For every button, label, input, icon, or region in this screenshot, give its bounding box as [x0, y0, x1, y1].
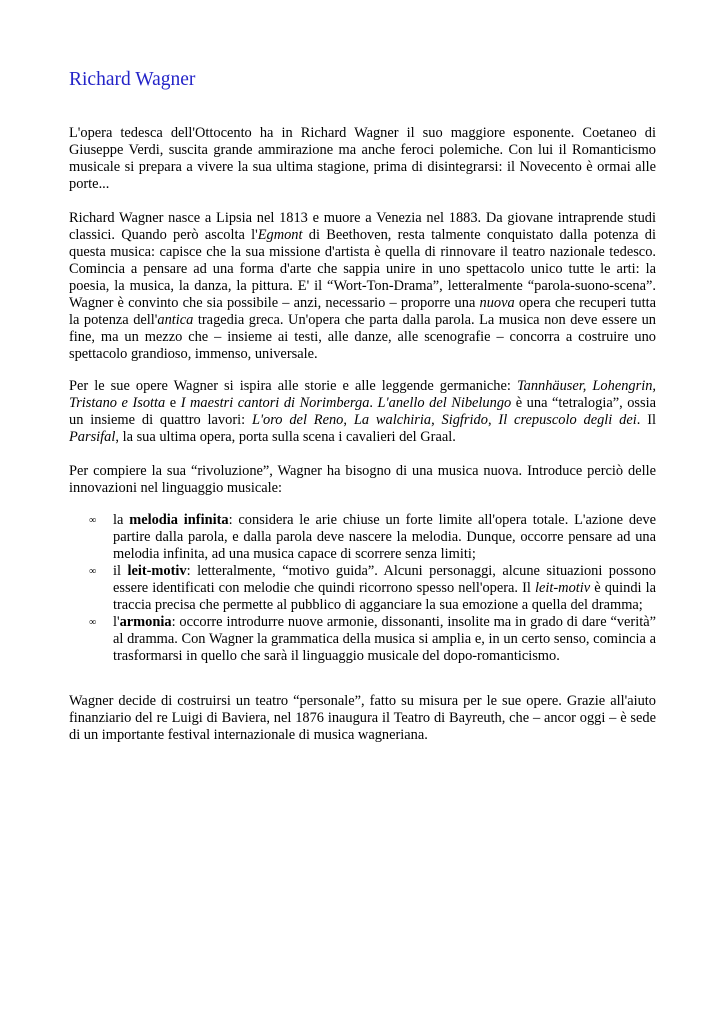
text-run: di Beethoven, resta talmente conquistato dalla potenza di questa musica: capisce che la sua missione d'artista è quella di rinnovare il teatro nazionale tedesco. Comincia a pensare ad una forma d'arte che sappia unire in uno spettacolo unico tutte le arti: la poesia, la musica, la danza, la pittura. E' il “Wort-Ton-Drama”, letteralmente “parola-suono-scena”. Wagner è convinto che sia possibile – anzi, necessario – proporre una: [69, 227, 656, 311]
infinity-bullet-icon: ∞: [89, 566, 97, 577]
work-title-egmont: Egmont: [257, 227, 303, 243]
text-run: e: [165, 395, 181, 411]
text-run: è quindi la traccia precisa che permette al pubblico di agganciare la sua emozione a quella del dramma;: [113, 580, 657, 613]
term-leit-motiv-italic: leit-motiv: [535, 580, 591, 596]
list-item: [69, 512, 656, 563]
text-run: , la sua ultima opera, porta sulla scena i cavalieri del Graal.: [115, 429, 456, 445]
emphasis-antica: antica: [157, 312, 194, 328]
text-run: .: [369, 395, 378, 411]
term-leit-motiv: leit-motiv: [127, 563, 187, 579]
text-run: opera che recuperi tutta la potenza dell': [69, 295, 657, 328]
work-title-parsifal: Parsifal: [69, 429, 116, 445]
emphasis-nuova: nuova: [479, 295, 515, 311]
term-armonia: armonia: [119, 614, 172, 630]
text-run: Richard Wagner nasce a Lipsia nel 1813 e muore a Venezia nel 1883. Da giovane intraprende studi classici. Quando però ascolta l': [69, 210, 656, 243]
infinity-bullet-icon: ∞: [89, 617, 97, 628]
work-titles: Tannhäuser, Lohengrin, Tristano e Isotta: [69, 378, 656, 411]
innovations-list: [69, 512, 656, 665]
infinity-bullet-icon: ∞: [89, 515, 97, 526]
text-run: l': [113, 614, 120, 630]
paragraph-intro: L'opera tedesca dell'Ottocento ha in Richard Wagner il suo maggiore esponente. Coetaneo di Giuseppe Verdi, suscita grande ammirazione ma anche feroci polemiche. Con lui il Romanticismo musicale si prepara a vivere la sua ultima stagione, prima di disintegrarsi: il Novecento è ormai alle porte...: [69, 125, 656, 192]
term-melodia-infinita: melodia infinita: [129, 512, 229, 528]
paragraph-works: [69, 378, 656, 446]
list-item: [69, 563, 656, 614]
paragraph-biography: [69, 210, 656, 363]
text-run: la: [113, 512, 130, 528]
text-run: : letteralmente, “motivo guida”. Alcuni personaggi, alcune situazioni possono essere identificati con melodie che quindi ricorrono spesso nell'opera. Il: [113, 563, 656, 596]
work-title-oro: L'oro del Reno: [251, 412, 344, 428]
paragraph-bayreuth: Wagner decide di costruirsi un teatro “personale”, fatto su misura per le sue opere. Grazie all'aiuto finanziario del re Luigi di Baviera, nel 1876 inaugura il Teatro di Bayreuth, che – ancor oggi – è sede di un importante festival internazionale di musica wagneriana.: [69, 693, 656, 743]
text-run: ,: [343, 412, 354, 428]
text-run: ,: [487, 412, 499, 428]
text-run: Per le sue opere Wagner si ispira alle storie e alle leggende germaniche:: [69, 378, 517, 394]
list-item: [69, 614, 656, 665]
text-run: : occorre introdurre nuove armonie, dissonanti, insolite ma in grado di dare “verità” al dramma. Con Wagner la grammatica della musica si amplia e, in un certo senso, comincia a trasformarsi in quello che sarà il linguaggio musicale del dopo-romanticismo.: [113, 614, 656, 664]
text-run: il: [113, 563, 128, 579]
work-title-maestri: I maestri cantori di Norimberga: [180, 395, 370, 411]
text-run: . Il: [636, 412, 656, 428]
work-title-sigfrido: Sigfrido: [441, 412, 488, 428]
work-title-anello: L'anello del Nibelungo: [377, 395, 512, 411]
text-run: è una “tetralogia”, ossia un insieme di quattro lavori:: [69, 395, 657, 428]
work-title-crepuscolo: Il crepuscolo degli dei: [498, 412, 637, 428]
text-run: ,: [431, 412, 442, 428]
work-title-walchiria: La walchiria: [353, 412, 432, 428]
page-title: Richard Wagner: [69, 69, 196, 90]
paragraph-innovations: Per compiere la sua “rivoluzione”, Wagner ha bisogno di una musica nuova. Introduce perciò delle innovazioni nel linguaggio musicale:: [69, 463, 656, 496]
text-run: : considera le arie chiuse un forte limite all'opera totale. L'azione deve partire dalla parola, e dalla parola deve nascere la melodia. Dunque, occorre pensare ad una melodia infinita, ad una musica capace di scorrere senza limiti;: [113, 512, 656, 562]
text-run: tragedia greca. Un'opera che parta dalla parola. La musica non deve essere un fine, ma un mezzo che – insieme ai testi, alle danze, alle scenografie – concorra a costruire uno spettacolo grandioso, immenso, universale.: [69, 312, 657, 362]
